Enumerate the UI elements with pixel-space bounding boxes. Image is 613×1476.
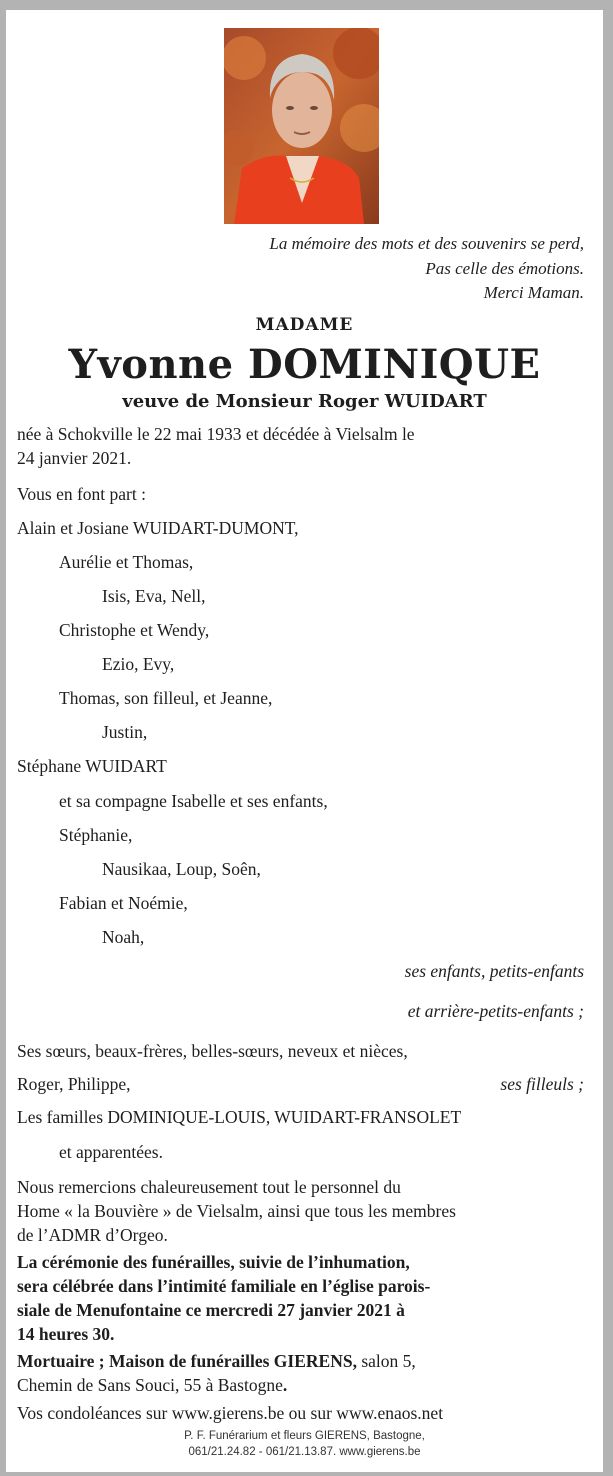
mortuary-room: salon 5, <box>361 1351 416 1371</box>
epigraph-quote <box>269 232 584 306</box>
quote-line: Pas celle des émotions. <box>425 258 584 278</box>
family-member: Thomas, son filleul, et Jeanne, <box>59 688 273 708</box>
quote-line: Merci Maman. <box>483 283 584 302</box>
family-member: Stéphanie, <box>59 825 133 845</box>
thanks-line: Home « la Bouvière » de Vielsalm, ainsi que tous les membres <box>17 1201 456 1221</box>
family-member: Justin, <box>102 722 148 742</box>
portrait-photo <box>224 28 379 224</box>
honorific-title: MADAME <box>255 315 354 335</box>
widow-of: veuve de Monsieur Roger WUIDART <box>122 391 487 412</box>
ceremony-line: siale de Menufontaine ce mercredi 27 janvier 2021 à <box>17 1300 405 1320</box>
families-line: Les familles DOMINIQUE-LOUIS, WUIDART-FRANSOLET <box>17 1107 462 1127</box>
deceased-name: Yvonne DOMINIQUE <box>68 341 541 388</box>
quote-line: La mémoire des mots et des souvenirs se perd, <box>269 234 584 253</box>
family-member: et sa compagne Isabelle et ses enfants, <box>59 791 328 811</box>
mortuary-line <box>17 1349 416 1374</box>
family-member: Noah, <box>102 927 145 947</box>
godchildren-names: Roger, Philippe, <box>17 1074 131 1094</box>
mortuary-period: . <box>282 1375 288 1395</box>
birth-death-line: née à Schokville le 22 mai 1933 et décédée à Vielsalm le <box>17 424 415 444</box>
birth-death-line: 24 janvier 2021. <box>17 448 132 468</box>
children-note: et arrière-petits-enfants ; <box>407 1001 584 1021</box>
obituary-page <box>6 10 603 1472</box>
ceremony-line: La cérémonie des funérailles, suivie de l’inhumation, <box>17 1252 410 1272</box>
mortuary-address-line <box>17 1373 287 1398</box>
family-member: Isis, Eva, Nell, <box>102 586 206 606</box>
family-member: Alain et Josiane WUIDART-DUMONT, <box>17 518 299 538</box>
family-member: Aurélie et Thomas, <box>59 552 194 572</box>
footer-line: P. F. Funérarium et fleurs GIERENS, Bastogne, <box>184 1430 425 1442</box>
ceremony-line: 14 heures 30. <box>17 1324 115 1344</box>
siblings-line: Ses sœurs, beaux-frères, belles-sœurs, neveux et nièces, <box>17 1041 408 1061</box>
condolences-line: Vos condoléances sur www.gierens.be ou sur www.enaos.net <box>17 1403 444 1423</box>
family-member: Nausikaa, Loup, Soên, <box>102 859 261 879</box>
ceremony-line: sera célébrée dans l’intimité familiale en l’église parois- <box>17 1276 431 1296</box>
related-line: et apparentées. <box>59 1142 163 1162</box>
announcement: Vous en font part : <box>17 484 146 504</box>
children-note: ses enfants, petits-enfants <box>404 961 584 981</box>
thanks-line: Nous remercions chaleureusement tout le personnel du <box>17 1177 401 1197</box>
funeral-home-footer <box>6 1428 603 1460</box>
family-member: Christophe et Wendy, <box>59 620 210 640</box>
thanks-line: de l’ADMR d’Orgeo. <box>17 1225 168 1245</box>
footer-line: 061/21.24.82 - 061/21.13.87. www.gierens.be <box>188 1446 421 1458</box>
family-member: Fabian et Noémie, <box>59 893 188 913</box>
godchildren-label: ses filleuls ; <box>500 1074 584 1094</box>
mortuary-label: Mortuaire ; Maison de funérailles GIERENS, <box>17 1351 357 1371</box>
family-member: Stéphane WUIDART <box>17 756 167 776</box>
family-member: Ezio, Evy, <box>102 654 175 674</box>
mortuary-address: Chemin de Sans Souci, 55 à Bastogne <box>17 1375 283 1395</box>
